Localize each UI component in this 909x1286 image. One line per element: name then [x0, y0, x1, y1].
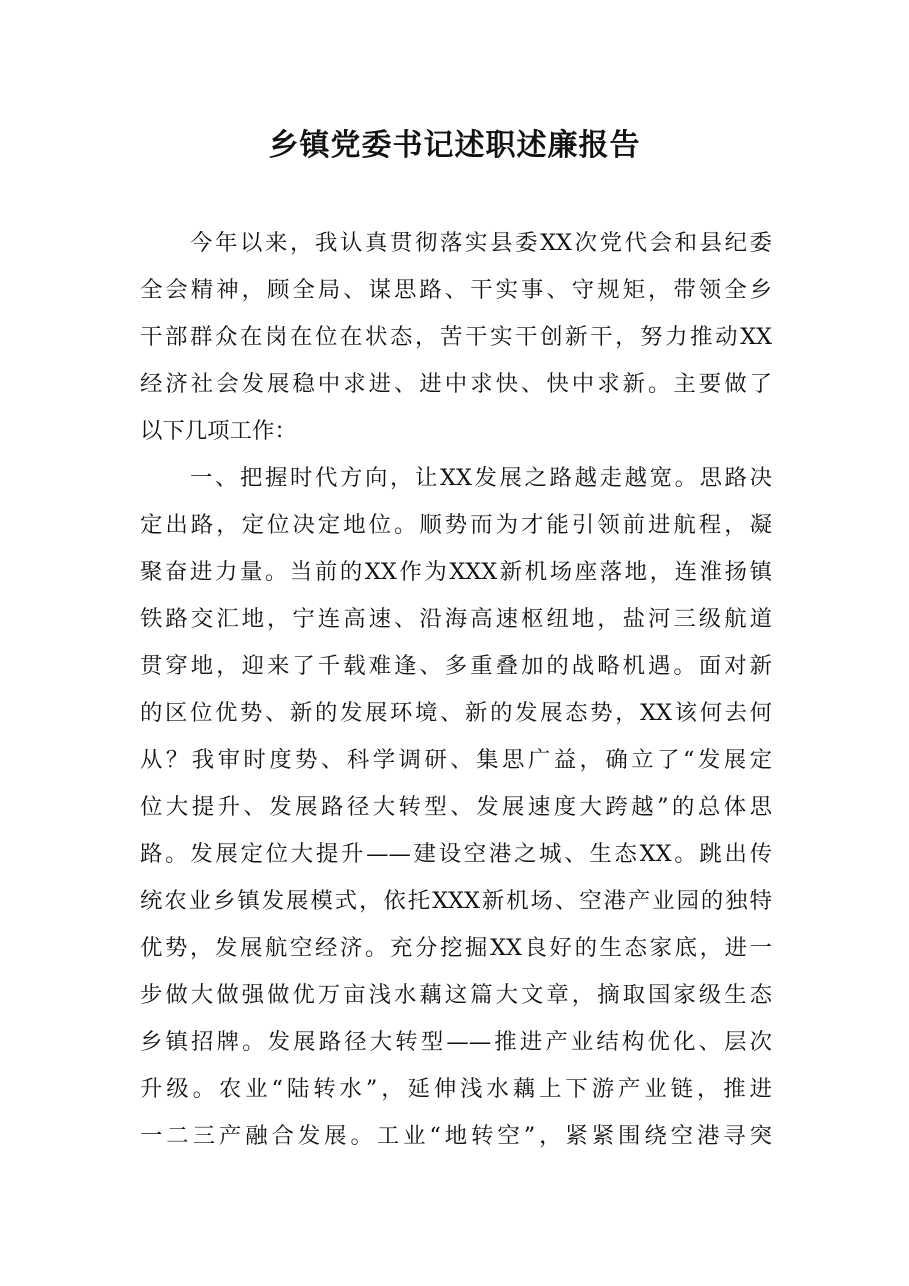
- body-line: 以下几项工作：: [140, 418, 297, 444]
- body-line: 位大提升、发展路径大转型、发展速度大跨越”的总体思: [140, 794, 772, 820]
- body-line: 干部群众在岗在位在状态，苦干实干创新干，努力推动XX: [140, 324, 772, 350]
- body-line: 贯穿地，迎来了千载难逢、多重叠加的战略机遇。面对新: [140, 653, 772, 679]
- document-body: [140, 220, 772, 1160]
- body-line: 路。发展定位大提升——建设空港之城、生态XX。跳出传: [140, 841, 772, 867]
- body-line: 定出路，定位决定地位。顺势而为才能引领前进航程，凝: [140, 512, 772, 538]
- body-line: 经济社会发展稳中求进、进中求快、快中求新。主要做了: [140, 371, 772, 397]
- body-line: 从？我审时度势、科学调研、集思广益，确立了“发展定: [140, 747, 772, 773]
- body-line: 升级。农业“陆转水”，延伸浅水藕上下游产业链，推进: [140, 1076, 772, 1102]
- document-title: 乡镇党委书记述职述廉报告: [268, 128, 641, 163]
- body-line: 今年以来，我认真贯彻落实县委XX次党代会和县纪委: [140, 230, 772, 256]
- body-line: 铁路交汇地，宁连高速、沿海高速枢纽地，盐河三级航道: [140, 606, 772, 632]
- body-line: 优势，发展航空经济。充分挖掘XX良好的生态家底，进一: [140, 935, 772, 961]
- body-line: 一二三产融合发展。工业“地转空”，紧紧围绕空港寻突: [140, 1123, 772, 1149]
- body-line: 步做大做强做优万亩浅水藕这篇大文章，摘取国家级生态: [140, 982, 772, 1008]
- body-line: 聚奋进力量。当前的XX作为XXX新机场座落地，连淮扬镇: [140, 559, 772, 585]
- body-line: 一、把握时代方向，让XX发展之路越走越宽。思路决: [140, 465, 772, 491]
- body-line: 的区位优势、新的发展环境、新的发展态势，XX该何去何: [140, 700, 772, 726]
- body-line: 统农业乡镇发展模式，依托XXX新机场、空港产业园的独特: [140, 888, 772, 914]
- body-line: 乡镇招牌。发展路径大转型——推进产业结构优化、层次: [140, 1029, 772, 1055]
- body-line: 全会精神，顾全局、谋思路、干实事、守规矩，带领全乡: [140, 277, 772, 303]
